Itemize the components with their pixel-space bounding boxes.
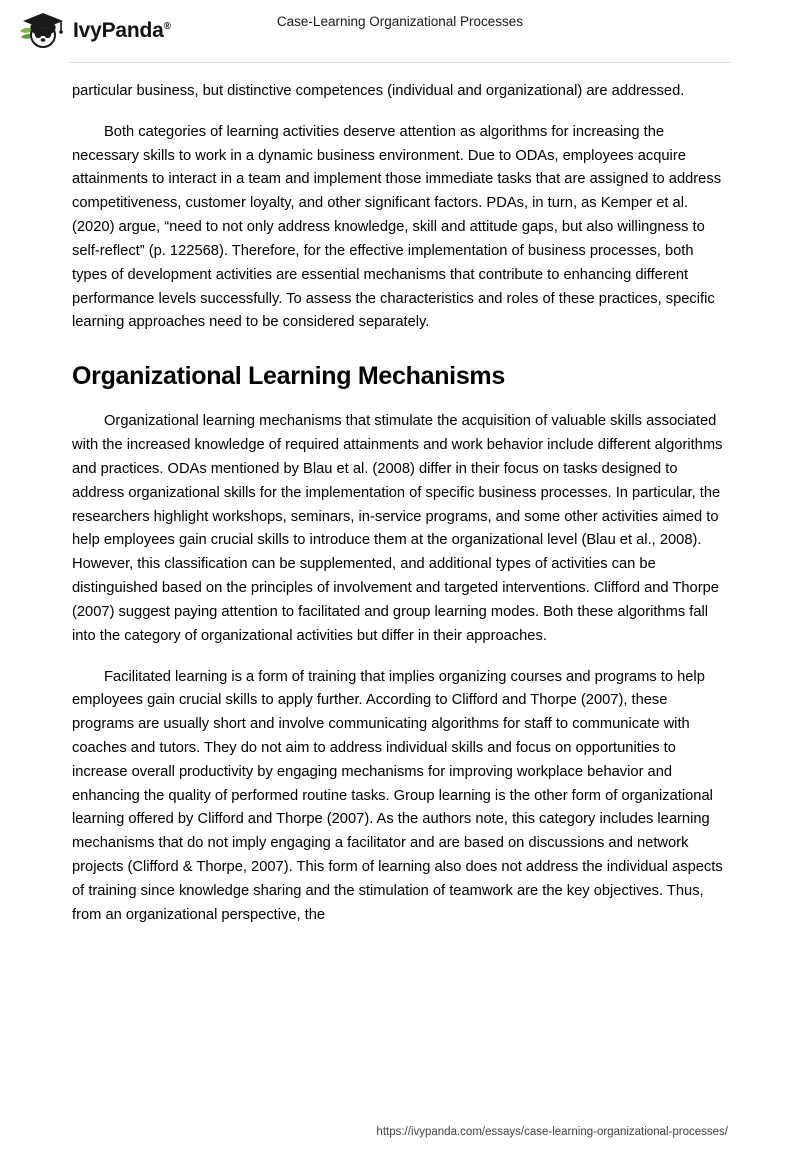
graduation-cap-panda-logo-icon xyxy=(18,11,64,51)
section-heading: Organizational Learning Mechanisms xyxy=(72,362,505,391)
document-content xyxy=(0,62,800,927)
brand-name-text: IvyPanda xyxy=(73,19,164,42)
brand-logo[interactable] xyxy=(18,11,171,51)
paragraph: Organizational learning mechanisms that stimulate the acquisition of valuable skills associated with the increased knowledge of required attainments and work behavior include different algorithms and practices. ODAs mentioned by Blau et al. (2008) differ in their focus on tasks designed to address organizational skills for the implementation of specific business processes. In particular, the researchers highlight workshops, seminars, in-service programs, and some other activities aimed to help employees gain crucial skills to introduce them at the organizational level (Blau et al., 2008). However, this classification can be supplemented, and additional types of activities can be distinguished based on the principles of involvement and targeted interventions. Clifford and Thorpe (2007) suggest paying attention to facilitated and group learning modes. Both these algorithms fall into the category of organizational activities but differ in their approaches. xyxy=(72,413,723,644)
brand-name xyxy=(73,19,171,43)
document-title: Case-Learning Organizational Processes xyxy=(276,14,524,29)
registered-mark: ® xyxy=(163,21,171,32)
footer-url-text: https://ivypanda.com/essays/case-learning-organizational-processes/ xyxy=(376,1126,728,1138)
page-header xyxy=(0,0,800,62)
paragraph: Both categories of learning activities deserve attention as algorithms for increasing the necessary skills to work in a dynamic business environment. Due to ODAs, employees acquire attainments to interact in a team and implement those immediate tasks that are assigned to address competitiveness, customer loyalty, and other significant factors. PDAs, in turn, as Kemper et al. (2020) argue, “need to not only address knowledge, skill and attitude gaps, but also willingness to self-reflect” (p. 122568). Therefore, for the effective implementation of business processes, both types of development activities are essential mechanisms that contribute to enhancing different performance levels successfully. To assess the characteristics and roles of these practices, specific learning approaches need to be considered separately. xyxy=(72,123,722,331)
paragraph: particular business, but distinctive competences (individual and organizational) are addressed. xyxy=(72,83,685,99)
footer-source-url[interactable] xyxy=(0,1126,800,1138)
header-divider xyxy=(70,62,730,63)
paragraph: Facilitated learning is a form of training that implies organizing courses and programs to help employees gain crucial skills to apply further. According to Clifford and Thorpe (2007), these programs are usually short and involve communicating algorithms for staff to communicate with coaches and tutors. They do not aim to address individual skills and focus on opportunities to increase overall productivity by engaging mechanisms for improving workplace behavior and enhancing the quality of performed routine tasks. Group learning is the other form of organizational learning offered by Clifford and Thorpe (2007). As the authors note, this category includes learning mechanisms that do not imply engaging a facilitator and are based on discussions and network projects (Clifford & Thorpe, 2007). This form of learning also does not address the individual aspects of training since knowledge sharing and the stimulation of teamwork are the key objectives. Thus, from an organizational perspective, the xyxy=(72,668,723,923)
